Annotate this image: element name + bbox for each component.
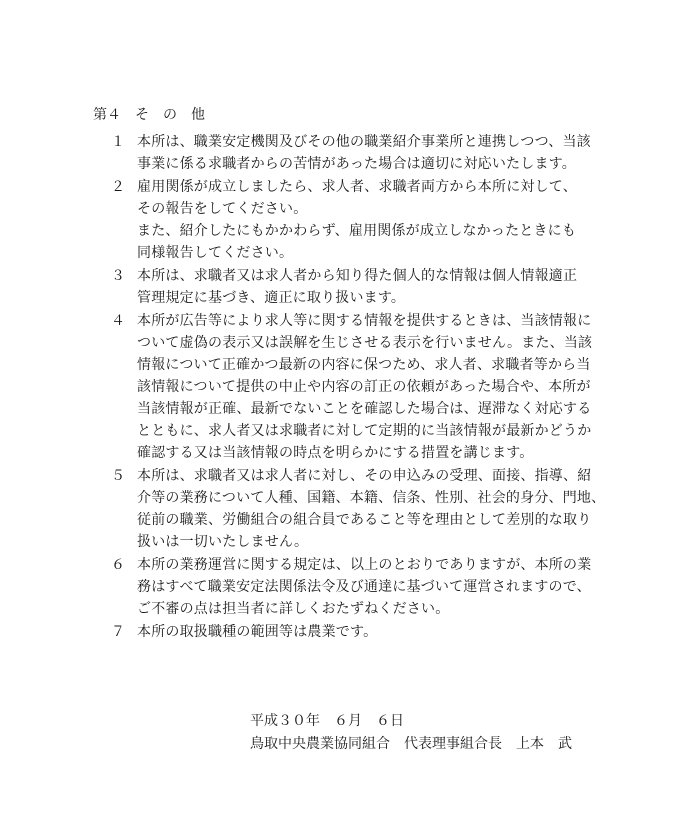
item-line: 雇用関係が成立しましたら、求人者、求職者両方から本所に対して、	[137, 179, 577, 195]
item-line: 従前の職業、労働組合の組合員であること等を理由として差別的な取り	[137, 512, 592, 528]
item-line: 本所の取扱職種の範囲等は農業です。	[137, 624, 378, 640]
item-number: １	[111, 134, 125, 150]
item-number: ６	[111, 557, 125, 573]
item-line: ご不審の点は担当者に詳しくおたずねください。	[137, 601, 450, 617]
item-number: ２	[111, 179, 125, 195]
item-line: 確認する又は当該情報の時点を明らかにする措置を講じます。	[137, 445, 534, 461]
item-line: 当該情報が正確、最新でないことを確認した場合は、遅滞なく対応する	[137, 401, 592, 417]
signatory-organization: 鳥取中央農業協同組合 代表理事組合長 上本 武	[250, 736, 572, 752]
item-line: 務はすべて職業安定法関係法令及び通達に基づいて運営されますので、	[137, 579, 591, 595]
item-line: とともに、求人者又は求職者に対して定期的に当該情報が最新かどうか	[137, 423, 592, 439]
item-line: 本所が広告等により求人等に関する情報を提供するときは、当該情報に	[137, 313, 592, 329]
item-line: 介等の業務について人種、国籍、本籍、信条、性別、社会的身分、門地、	[137, 490, 606, 506]
item-line: 同様報告してください。	[137, 245, 294, 261]
item-number: ７	[111, 624, 125, 640]
item-line: 情報について正確かつ最新の内容に保つため、求人者、求職者等から当	[137, 357, 591, 373]
item-line: 事業に係る求職者からの苦情があった場合は適切に対応いたします。	[137, 156, 576, 172]
item-number: ３	[111, 268, 125, 284]
item-line: また、紹介したにもかかわらず、雇用関係が成立しなかったときにも	[137, 223, 577, 239]
item-line: その報告をしてください。	[137, 201, 308, 217]
item-number: ４	[111, 313, 125, 329]
document-date: 平成３０年 ６月 ６日	[250, 713, 404, 729]
section-heading: 第４ そ の 他	[93, 107, 205, 123]
item-line: 本所は、求職者又は求人者に対し、その申込みの受理、面接、指導、紹	[137, 468, 592, 484]
item-line: 管理規定に基づき、適正に取り扱います。	[137, 290, 406, 306]
item-number: ５	[111, 468, 125, 484]
item-line: 本所は、職業安定機関及びその他の職業紹介事業所と連携しつつ、当該	[137, 134, 591, 150]
item-line: 扱いは一切いたしません。	[137, 534, 309, 550]
item-line: 該情報について提供の中止や内容の訂正の依頼があった場合や、本所が	[137, 379, 591, 395]
item-line: 本所の業務運営に関する規定は、以上のとおりでありますが、本所の業	[137, 557, 592, 573]
item-line: ついて虚偽の表示又は誤解を生じさせる表示を行いません。また、当該	[137, 335, 593, 351]
item-line: 本所は、求職者又は求人者から知り得た個人的な情報は個人情報適正	[137, 268, 578, 284]
